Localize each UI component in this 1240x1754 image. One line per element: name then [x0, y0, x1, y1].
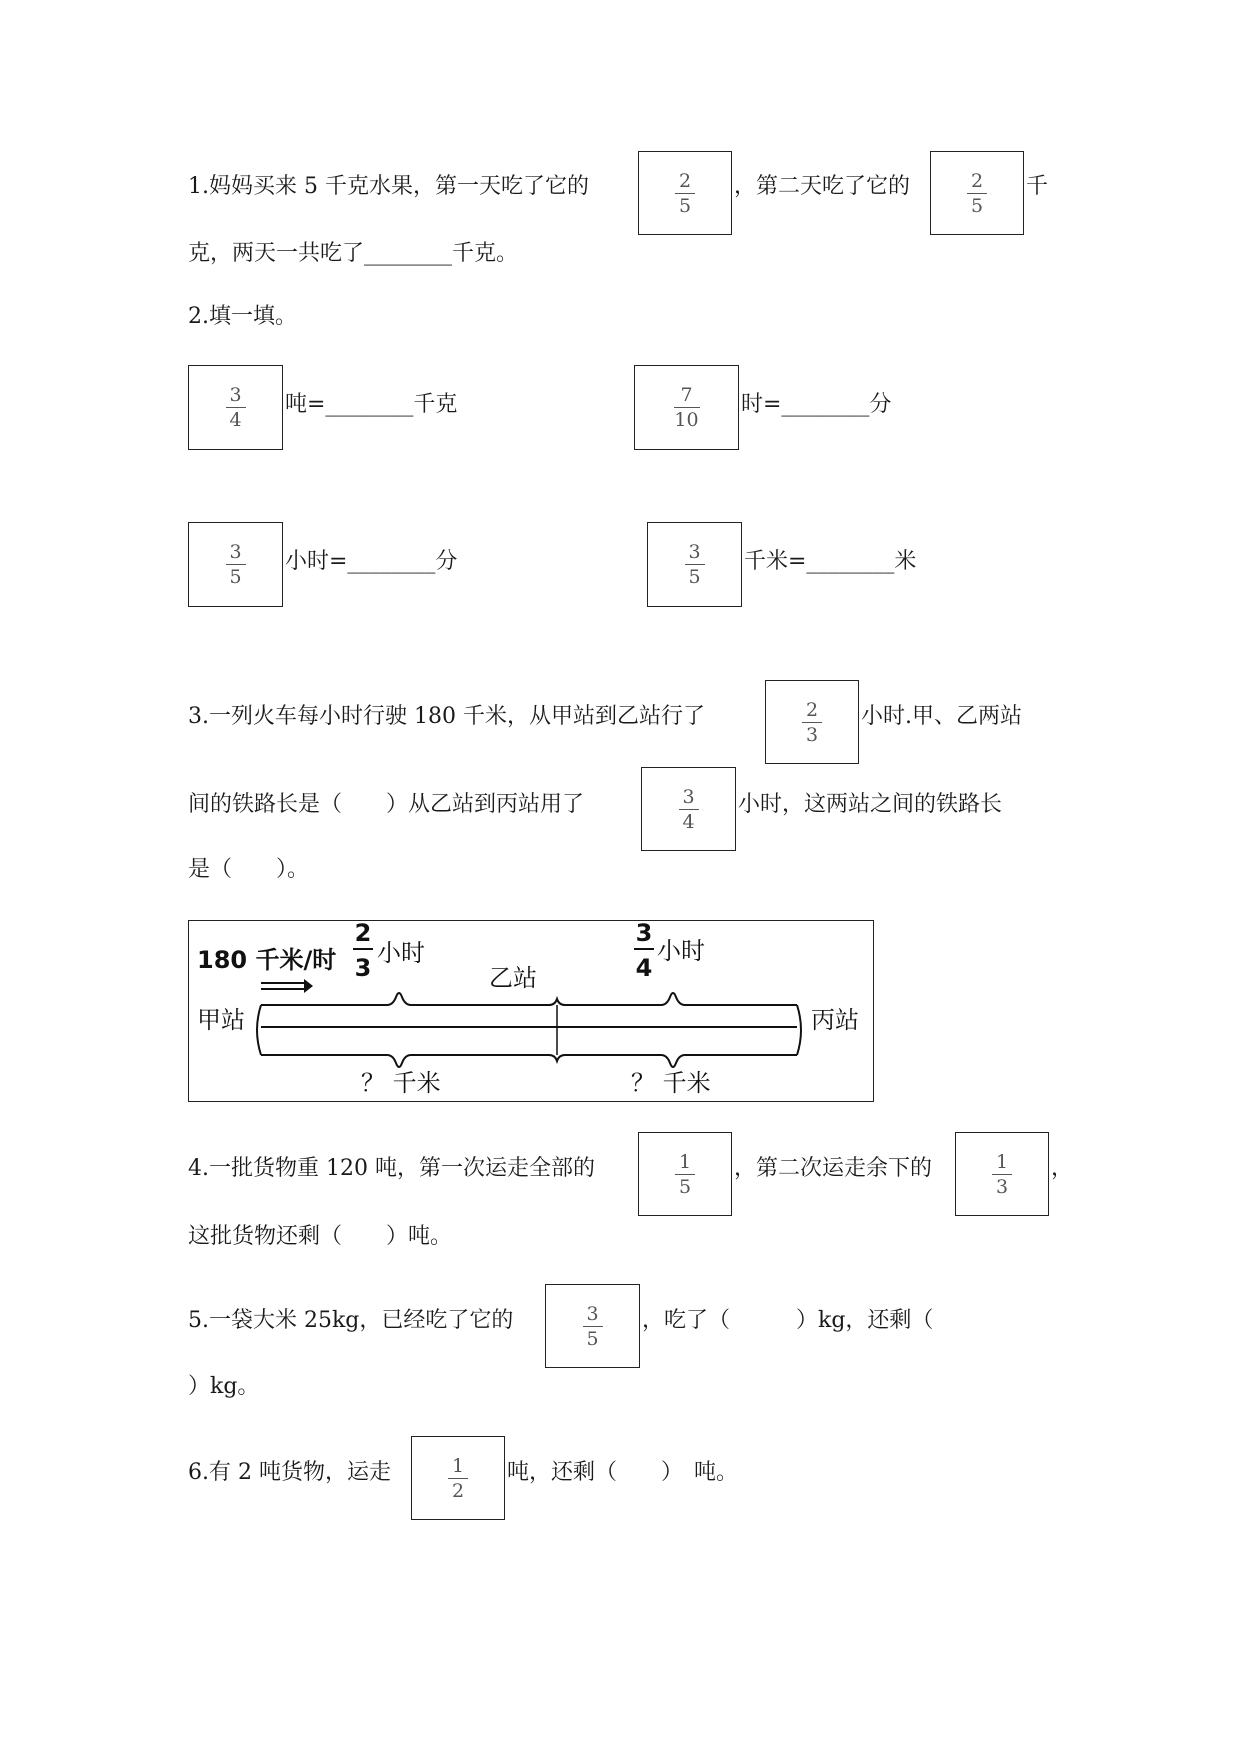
speed-label: 180 千米/时	[197, 946, 337, 974]
unknown-distance-2: ？ 千米	[631, 1069, 711, 1097]
q2-item2-text: 时=________分	[741, 392, 892, 417]
q1-fraction-a	[675, 171, 695, 216]
q6-text-part1: 6.有 2 吨货物，运走	[188, 1460, 391, 1485]
q2-item2-denominator: 10	[674, 409, 699, 431]
q2-item1-fraction	[226, 385, 246, 430]
q2-item3-text: 小时=________分	[285, 549, 458, 574]
q5-fraction-box-a	[545, 1284, 640, 1368]
q6-fraction-a	[448, 1456, 468, 1501]
fraction-bar	[674, 407, 700, 408]
fraction-bar	[802, 722, 822, 723]
q1-text-part3: 千	[1026, 174, 1049, 199]
q3-fraction-a-denominator: 3	[805, 723, 819, 746]
q2-item1-numerator: 3	[229, 384, 242, 406]
q1-fraction-b	[967, 171, 987, 216]
diagram-frac2-denominator: 4	[635, 954, 653, 982]
q2-item3-numerator: 3	[229, 541, 242, 563]
fraction-bar	[226, 564, 246, 565]
q2-item4-numerator: 3	[688, 541, 701, 563]
q2-item3-denominator: 5	[229, 566, 242, 588]
q2-item2-fraction	[674, 385, 700, 430]
fraction-bar	[685, 564, 705, 565]
q4-fraction-b-denominator: 3	[995, 1175, 1009, 1198]
fraction-bar	[992, 1174, 1012, 1175]
fraction-bar	[675, 1174, 695, 1175]
speed-arrow	[261, 979, 313, 993]
q3-fraction-box-a	[765, 680, 859, 764]
q4-text-part2: ，第二次运走余下的	[734, 1156, 933, 1181]
q5-fraction-a-denominator: 5	[586, 1327, 599, 1350]
q1-text-line2: 克，两天一共吃了________千克。	[188, 241, 519, 266]
diagram-frac1-denominator: 3	[354, 954, 372, 982]
q2-item1-text: 吨=________千克	[285, 392, 458, 417]
q2-item4-text: 千米=________米	[744, 549, 917, 574]
q3-fraction-a	[802, 700, 822, 745]
q6-fraction-box-a	[411, 1436, 505, 1520]
q5-text-part1: 5.一袋大米 25kg，已经吃了它的	[188, 1308, 514, 1333]
railway-diagram	[188, 920, 874, 1102]
q3-text-part2: 小时.甲、乙两站	[861, 704, 1022, 729]
q3-fraction-a-numerator: 2	[805, 698, 819, 721]
q6-text-part2: 吨，还剩（ ） 吨。	[507, 1460, 739, 1485]
q4-text-part3: ，	[1051, 1156, 1074, 1181]
q4-fraction-b	[992, 1152, 1012, 1197]
q2-item1-fraction-box	[188, 365, 283, 450]
fraction-bar	[226, 407, 246, 408]
q4-text-line2: 这批货物还剩（ ）吨。	[188, 1224, 453, 1249]
q1-fraction-a-denominator: 5	[678, 194, 692, 217]
fraction-bar	[675, 193, 695, 194]
q1-text-part1: 1.妈妈买来 5 千克水果，第一天吃了它的	[188, 174, 589, 199]
q4-fraction-a-denominator: 5	[678, 1175, 692, 1198]
fraction-bar	[967, 193, 987, 194]
q5-text-part2: ，吃了（ ）kg，还剩（	[642, 1308, 934, 1333]
q3-fraction-box-b	[641, 767, 736, 851]
fraction-bar	[448, 1478, 468, 1479]
railway-diagram-svg	[189, 921, 875, 1103]
station-yi-label: 乙站	[489, 964, 537, 992]
q1-fraction-b-denominator: 5	[970, 194, 984, 217]
q2-item3-fraction	[226, 542, 246, 587]
q3-text-part1: 3.一列火车每小时行驶 180 千米，从甲站到乙站行了	[188, 704, 705, 729]
diagram-hours1: 小时	[377, 939, 425, 967]
q5-fraction-a	[583, 1304, 603, 1349]
q1-fraction-box-b	[930, 151, 1024, 235]
q2-item4-denominator: 5	[688, 566, 701, 588]
q4-fraction-a-numerator: 1	[678, 1150, 692, 1173]
q2-item1-denominator: 4	[229, 409, 242, 431]
q2-item4-fraction-box	[647, 522, 742, 607]
unknown-distance-1: ？ 千米	[361, 1069, 441, 1097]
q3-fraction-b-denominator: 4	[682, 810, 695, 833]
diagram-hours2: 小时	[657, 937, 705, 965]
q4-text-part1: 4.一批货物重 120 吨，第一次运走全部的	[188, 1156, 595, 1181]
q4-fraction-box-b	[955, 1132, 1049, 1216]
q2-item3-fraction-box	[188, 522, 283, 607]
q1-fraction-a-numerator: 2	[678, 169, 692, 192]
q2-item4-fraction	[685, 542, 705, 587]
q4-fraction-box-a	[638, 1132, 732, 1216]
q6-fraction-a-denominator: 2	[451, 1479, 465, 1502]
q1-fraction-b-numerator: 2	[970, 169, 984, 192]
q2-item2-numerator: 7	[680, 384, 693, 406]
track-line	[257, 993, 801, 1067]
q3-fraction-b	[679, 787, 699, 832]
diagram-frac2-numerator: 3	[635, 921, 653, 947]
q3-fraction-b-numerator: 3	[682, 785, 695, 808]
station-bing-label: 丙站	[811, 1006, 859, 1034]
q1-text-part2: ，第二天吃了它的	[734, 174, 911, 199]
q4-fraction-b-numerator: 1	[995, 1150, 1009, 1173]
q2-item2-fraction-box	[634, 365, 739, 450]
q4-fraction-a	[675, 1152, 695, 1197]
q3-text-line2a: 间的铁路长是（ ）从乙站到丙站用了	[188, 792, 585, 817]
fraction-bar	[679, 809, 699, 810]
q2-title: 2.填一填。	[188, 304, 297, 329]
q6-fraction-a-numerator: 1	[451, 1454, 465, 1477]
station-jia-label: 甲站	[197, 1006, 245, 1034]
q3-text-line2b: 小时，这两站之间的铁路长	[738, 792, 1003, 817]
q5-fraction-a-numerator: 3	[586, 1302, 599, 1325]
q5-text-line2: ）kg。	[188, 1374, 260, 1399]
q1-fraction-box-a	[638, 151, 732, 235]
diagram-frac1-numerator: 2	[354, 921, 372, 947]
q3-text-line3: 是（ ）。	[188, 857, 310, 882]
fraction-bar	[583, 1326, 603, 1327]
